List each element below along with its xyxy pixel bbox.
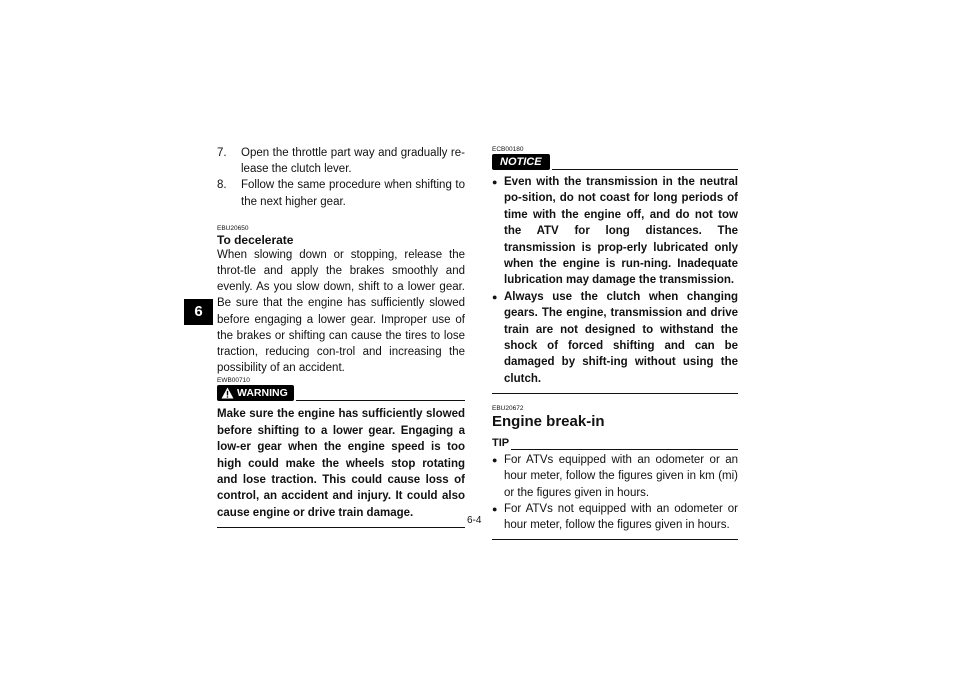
bullet-icon: ● — [492, 177, 498, 187]
breakin-heading: Engine break-in — [492, 413, 605, 431]
tip-bottom-rule — [492, 539, 738, 540]
tip-label: TIP — [492, 437, 510, 450]
left-column — [217, 145, 465, 528]
warning-bottom-rule — [217, 527, 465, 528]
notice-header — [492, 154, 738, 170]
notice-item-text: Even with the transmission in the neutral po-sition, do not coast for long periods of time with the engine off, and do not tow the ATV for long distances. The transmission is prop-erly lubricated only when the engine is run-ning. Inadequate lubrication may damage the transmission. — [504, 176, 738, 287]
notice-badge: NOTICE — [492, 154, 550, 170]
step-7 — [217, 145, 465, 177]
tip-item-text: For ATVs equipped with an odometer or an hour meter, follow the figures given in km (mi) or the figures given in hours. — [504, 454, 738, 499]
warning-top-rule — [296, 400, 465, 401]
bullet-icon: ● — [492, 455, 498, 466]
tip-header — [492, 437, 738, 450]
breakin-code: EBU20672 — [492, 405, 524, 413]
chapter-tab: 6 — [184, 299, 213, 325]
step-number: 7. — [217, 147, 227, 159]
warning-label: WARNING — [237, 387, 288, 400]
notice-item — [492, 174, 738, 289]
tip-item — [492, 452, 738, 501]
step-number: 8. — [217, 179, 227, 192]
notice-bottom-rule — [492, 393, 738, 394]
warning-code: EWB00710 — [217, 377, 250, 385]
notice-list — [492, 174, 738, 387]
warning-triangle-icon — [221, 387, 234, 399]
bullet-icon: ● — [492, 503, 498, 514]
tip-item-text: For ATVs not equipped with an odometer or hour meter, follow the figures given in hours. — [504, 502, 738, 532]
warning-badge — [217, 385, 294, 401]
tip-top-rule — [511, 449, 738, 450]
decel-code: EBU20650 — [217, 224, 249, 232]
warning-header — [217, 385, 465, 401]
decel-heading: To decelerate — [217, 232, 294, 247]
notice-item-text: Always use the clutch when changing gears. The engine, transmission and drive train are not designed to withstand the shock of forced shifting and can be damaged by shift-ing without using the clutch. — [504, 290, 738, 385]
warning-text: Make sure the engine has sufficiently slowed before shifting to a lower gear. Engaging a low-er gear when the engine speed is too high could make the wheels stop rotating and lose traction. This could cause loss of control, an accident and injury. It could also cause engine or drive train damage. — [217, 408, 465, 519]
step-8 — [217, 177, 465, 209]
tip-list — [492, 452, 738, 533]
decel-text: When slowing down or stopping, release the throt-tle and apply the brakes smoothly and evenly. As you slow down, shift to a lower gear. Be sure that the engine has sufficiently slowed before engaging a lower gear. Improper use of the brakes or shifting can cause the tires to lose traction, reducing con-trol and increasing the possibility of an accident. — [217, 248, 465, 375]
page-number: 6-4 — [467, 515, 482, 526]
right-column — [492, 146, 738, 540]
notice-item — [492, 289, 738, 387]
notice-code: ECB00180 — [492, 146, 524, 153]
tip-item — [492, 501, 738, 533]
bullet-icon: ● — [492, 291, 498, 302]
step-text: Follow the same procedure when shifting to the next higher gear. — [241, 179, 465, 208]
step-text: Open the throttle part way and gradually re-lease the clutch lever. — [241, 147, 465, 176]
notice-top-rule — [552, 169, 738, 170]
